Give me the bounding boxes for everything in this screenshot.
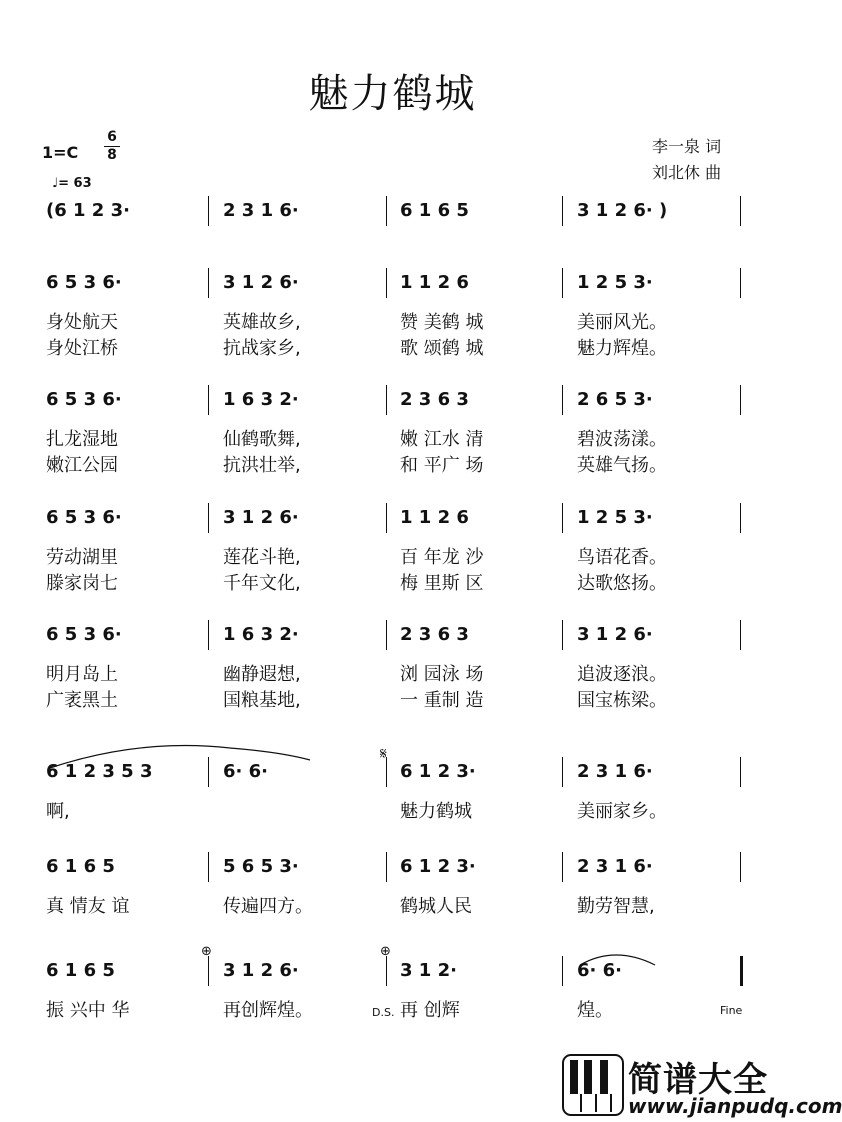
lyric-text: 嫩 江水 清 — [400, 429, 484, 450]
composer: 刘北休 曲 — [652, 163, 722, 182]
key-signature: 1=C — [42, 143, 79, 162]
tie-arc — [580, 955, 655, 965]
segno-icon: 𝄋 — [380, 744, 387, 763]
lyric-text: 啊, — [46, 801, 70, 822]
lyric-text: 莲花斗艳, — [223, 547, 301, 568]
measure-notes: 6 1 6 5 — [46, 856, 115, 877]
measure-notes: 6· 6· — [577, 960, 622, 981]
measure-notes: 6 1 6 5 — [46, 960, 115, 981]
measure-notes: 6· 6· — [223, 761, 268, 782]
tempo-value: = 63 — [58, 176, 92, 191]
lyric-text: 真 情友 谊 — [46, 896, 130, 917]
lyric-text: 魅力鹤城 — [400, 801, 472, 822]
lyric-text: 歌 颂鹤 城 — [400, 338, 484, 359]
measure-notes: 6 1 2 3· — [400, 856, 476, 877]
measure-notes: 3 1 2 6· — [223, 272, 299, 293]
lyric-text: 百 年龙 沙 — [400, 547, 484, 568]
piano-logo-icon — [562, 1054, 624, 1116]
lyric-text: 浏 园泳 场 — [400, 664, 484, 685]
measure-notes: 3 1 2 6· — [577, 624, 653, 645]
measure-notes: 6 1 2 3· — [400, 761, 476, 782]
ds-mark: D.S. — [372, 1006, 395, 1019]
measure-notes: 1 2 5 3· — [577, 507, 653, 528]
measure-notes: 3 1 2 6· ) — [577, 200, 668, 221]
lyric-text: 劳动湖里 — [46, 547, 118, 568]
slur-arc — [50, 746, 230, 769]
lyric-text: 魅力辉煌。 — [577, 338, 667, 359]
lyric-text: 广袤黑土 — [46, 690, 118, 711]
quarter-note-icon: ♩ — [52, 176, 59, 191]
lyric-text: 达歌悠扬。 — [577, 573, 667, 594]
fine-mark: Fine — [720, 1004, 743, 1017]
measure-notes: 1 1 2 6 — [400, 507, 469, 528]
lyric-text: 鸟语花香。 — [577, 547, 667, 568]
lyric-text: 幽静遐想, — [223, 664, 301, 685]
song-title: 魅力鹤城 — [308, 71, 477, 117]
lyric-text: 仙鹤歌舞, — [223, 429, 301, 450]
measure-notes: 6 5 3 6· — [46, 389, 122, 410]
lyric-text: 追波逐浪。 — [577, 664, 667, 685]
measure-notes: 1 6 3 2· — [223, 389, 299, 410]
lyric-text: 抗洪壮举, — [223, 455, 301, 476]
lyric-text: 再 创辉 — [400, 1000, 460, 1021]
lyric-text: 英雄气扬。 — [577, 455, 667, 476]
lyric-text: 抗战家乡, — [223, 338, 301, 359]
lyric-text: 滕家岗七 — [46, 573, 118, 594]
lyric-text: 美丽风光。 — [577, 312, 667, 333]
measure-notes: 1 6 3 2· — [223, 624, 299, 645]
lyric-text: 国粮基地, — [223, 690, 301, 711]
measure-notes: 3 1 2 6· — [223, 507, 299, 528]
lyric-text: 嫩江公园 — [46, 455, 118, 476]
coda-icon: ⊕ — [201, 944, 212, 959]
lyric-text: 身处航天 — [46, 312, 118, 333]
lyric-text: 梅 里斯 区 — [400, 573, 484, 594]
logo-url: www.jianpudq.com — [628, 1094, 842, 1118]
time-sig-bottom: 8 — [107, 147, 117, 163]
lyric-text: 千年文化, — [223, 573, 301, 594]
lyric-text: 美丽家乡。 — [577, 801, 667, 822]
lyric-text: 传遍四方。 — [223, 896, 313, 917]
measure-notes: 6 5 3 6· — [46, 272, 122, 293]
logo-text: 简谱大全 — [628, 1060, 768, 1100]
lyric-text: 勤劳智慧, — [577, 896, 655, 917]
lyric-text: 国宝栋梁。 — [577, 690, 667, 711]
lyric-text: 和 平广 场 — [400, 455, 484, 476]
coda-icon: ⊕ — [380, 944, 391, 959]
measure-notes: 2 3 6 3 — [400, 389, 469, 410]
lyric-text: 身处江桥 — [46, 338, 118, 359]
lyric-text: 碧波荡漾。 — [577, 429, 667, 450]
time-sig-top: 6 — [107, 129, 117, 145]
lyric-text: 鹤城人民 — [400, 896, 472, 917]
measure-notes: 5 6 5 3· — [223, 856, 299, 877]
measure-notes: 2 3 1 6· — [577, 856, 653, 877]
lyric-text: 赞 美鹤 城 — [400, 312, 484, 333]
lyric-text: 明月岛上 — [46, 664, 118, 685]
lyric-text: 一 重制 造 — [400, 690, 484, 711]
measure-notes: 6 1 2 3 5 3 — [46, 761, 153, 782]
lyric-text: 再创辉煌。 — [223, 1000, 313, 1021]
measure-notes: 1 2 5 3· — [577, 272, 653, 293]
measure-notes: 3 1 2· — [400, 960, 457, 981]
measure-notes: 6 1 6 5 — [400, 200, 469, 221]
measure-notes: 2 3 1 6· — [577, 761, 653, 782]
measure-notes: 1 1 2 6 — [400, 272, 469, 293]
measure-notes: 6 5 3 6· — [46, 507, 122, 528]
lyric-text: 英雄故乡, — [223, 312, 301, 333]
measure-notes: (6 1 2 3· — [46, 200, 130, 221]
slur-arc — [230, 748, 310, 760]
measure-notes: 2 3 1 6· — [223, 200, 299, 221]
lyric-text: 振 兴中 华 — [46, 1000, 130, 1021]
lyricist: 李一泉 词 — [652, 137, 722, 156]
lyric-text: 扎龙湿地 — [46, 429, 118, 450]
measure-notes: 2 6 5 3· — [577, 389, 653, 410]
measure-notes: 2 3 6 3 — [400, 624, 469, 645]
lyric-text: 煌。 — [577, 1000, 613, 1021]
measure-notes: 3 1 2 6· — [223, 960, 299, 981]
measure-notes: 6 5 3 6· — [46, 624, 122, 645]
